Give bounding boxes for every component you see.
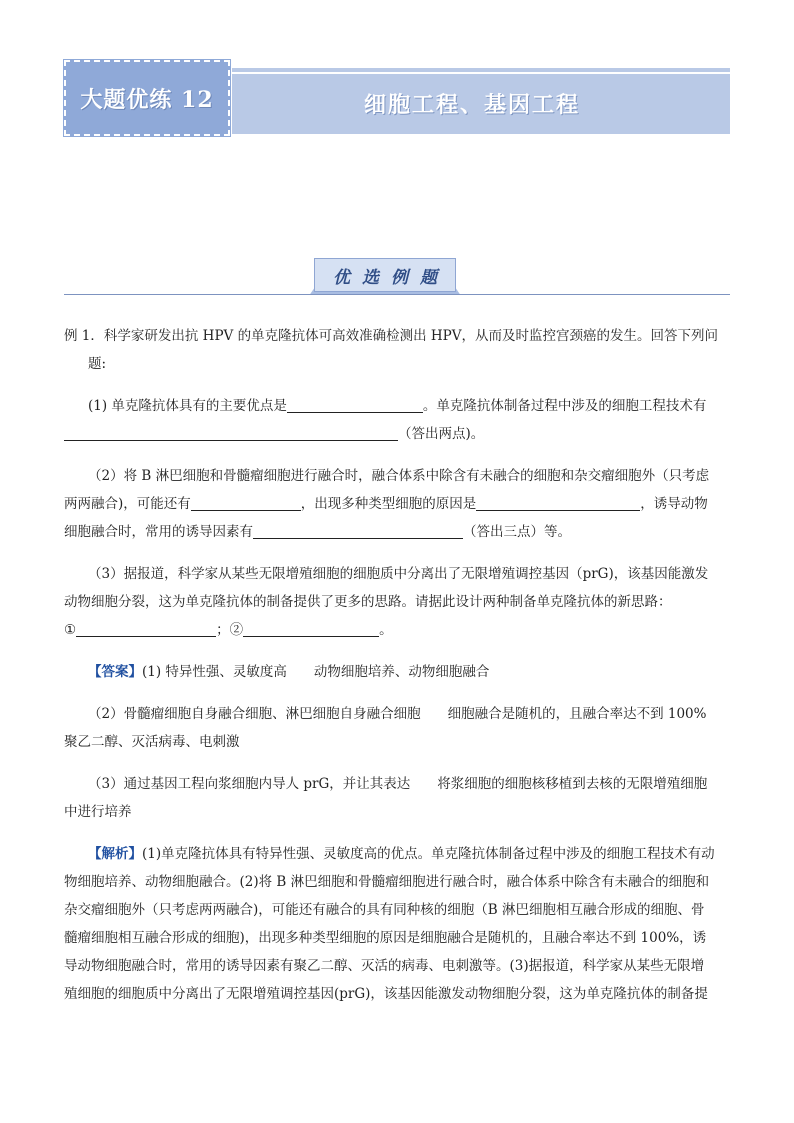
- answer-text: 中进行培养: [64, 804, 132, 820]
- subquestion-1-cont: [64, 420, 730, 448]
- analysis-text: 物细胞培养、动物细胞融合。(2)将 B 淋巴细胞和骨髓瘤细胞进行融合时，融合体系中除含有未融合的细胞和: [64, 874, 710, 890]
- analysis-text: 导动物细胞融合时，常用的诱导因素有聚乙二醇、灭活的病毒、电刺激等。(3)据报道，科学家从某些无限增: [64, 958, 705, 974]
- q2-text: ，诱导动物: [640, 496, 708, 512]
- answer-blank[interactable]: [287, 396, 423, 413]
- subquestion-2-cont: [64, 518, 730, 546]
- answer-text: 聚乙二醇、灭活病毒、电刺激: [64, 734, 240, 750]
- answer-blank[interactable]: [243, 620, 379, 637]
- analysis-line: [64, 896, 730, 924]
- header-banner: [64, 60, 730, 136]
- analysis-text: 杂交瘤细胞外（只考虑两两融合)，可能还有融合的具有同种核的细胞（B 淋巴细胞相互融合形成的细胞、骨: [64, 902, 705, 918]
- section-char: 选: [362, 267, 379, 288]
- section-char: 题: [420, 267, 437, 288]
- analysis-text: 殖细胞的细胞质中分离出了无限增殖调控基因(prG)，该基因能激发动物细胞分裂，这为单克隆抗体的制备提: [64, 986, 708, 1002]
- answer-tag: 【答案】: [88, 664, 142, 680]
- analysis-tag: 【解析】: [88, 846, 142, 862]
- question-intro-line: 例 1．科学家研发出抗 HPV 的单克隆抗体可高效准确检测出 HPV，从而及时监控宫颈癌的发生。回答下列问: [64, 328, 718, 344]
- q2-text: 两两融合)，可能还有: [64, 496, 191, 512]
- analysis-line: [64, 980, 730, 1008]
- analysis-1: [64, 840, 730, 868]
- answer-2: [64, 700, 730, 728]
- analysis-text: (1)单克隆抗体具有特异性强、灵敏度高的优点。单克隆抗体制备过程中涉及的细胞工程技术有动: [142, 846, 715, 862]
- q3-text: ①: [64, 622, 77, 638]
- q2-text: （2）将 B 淋巴细胞和骨髓瘤细胞进行融合时，融合体系中除含有未融合的细胞和杂交瘤细胞外（只考虑: [88, 468, 710, 484]
- banner-top-stripe: [232, 68, 730, 72]
- section-char: 优: [333, 267, 350, 288]
- section-badge: [296, 258, 474, 296]
- q1-text: (1) 单克隆抗体具有的主要优点是: [88, 398, 287, 414]
- answer-2-cont: [64, 728, 730, 756]
- q1-text: 。单克隆抗体制备过程中涉及的细胞工程技术有: [422, 398, 707, 414]
- subquestion-3-cont: [64, 588, 730, 616]
- section-char: 例: [391, 267, 408, 288]
- analysis-line: [64, 868, 730, 896]
- answer-text: （3）通过基因工程向浆细胞内导人 prG，并让其表达 将浆细胞的细胞核移植到去核的无限增殖细胞: [88, 776, 708, 792]
- page-title: 细胞工程、基因工程: [364, 92, 581, 118]
- subquestion-3: [64, 560, 730, 588]
- question-intro-cont: [64, 350, 730, 378]
- answer-blank[interactable]: [476, 494, 640, 511]
- question-intro: [64, 322, 730, 350]
- q2-text: ，出现多种类型细胞的原因是: [300, 496, 477, 512]
- section-heading: [64, 258, 730, 298]
- q2-text: （答出三点）等。: [463, 524, 571, 540]
- q3-text: 动物细胞分裂，这为单克隆抗体的制备提供了更多的思路。请据此设计两种制备单克隆抗体的新思路：: [64, 594, 672, 610]
- analysis-line: [64, 924, 730, 952]
- badge-plate: [314, 258, 456, 292]
- analysis-text: 髓瘤细胞相互融合形成的细胞)，出现多种类型细胞的原因是细胞融合是随机的，且融合率达不到 100%，诱: [64, 930, 707, 946]
- answer-blank[interactable]: [76, 620, 216, 637]
- q2-text: 细胞融合时，常用的诱导因素有: [64, 524, 253, 540]
- answer-blank[interactable]: [253, 522, 463, 539]
- answer-blank[interactable]: [191, 494, 301, 511]
- answer-text: （2）骨髓瘤细胞自身融合细胞、淋巴细胞自身融合细胞 细胞融合是随机的，且融合率达不到 100%: [88, 706, 707, 722]
- answer-3: [64, 770, 730, 798]
- subquestion-2-cont: [64, 490, 730, 518]
- q3-text: 。: [379, 622, 393, 638]
- subquestion-1: [64, 392, 730, 420]
- subquestion-3-cont: [64, 616, 730, 644]
- q1-text: （答出两点)。: [398, 426, 485, 442]
- answer-1: [64, 658, 730, 686]
- lesson-badge-label: 大题优练 12: [80, 86, 214, 113]
- q3-text: （3）据报道，科学家从某些无限增殖细胞的细胞质中分离出了无限增殖调控基因（prG)，该基因能激发: [88, 566, 709, 582]
- answer-3-cont: [64, 798, 730, 826]
- answer-blank[interactable]: [64, 424, 398, 441]
- lesson-badge: [64, 60, 230, 136]
- q3-text: ；②: [216, 622, 244, 638]
- question-content: [64, 322, 730, 1008]
- answer-text: (1) 特异性强、灵敏度高 动物细胞培养、动物细胞融合: [142, 664, 490, 680]
- subquestion-2: [64, 462, 730, 490]
- analysis-line: [64, 952, 730, 980]
- question-intro-line: 题:: [88, 356, 107, 372]
